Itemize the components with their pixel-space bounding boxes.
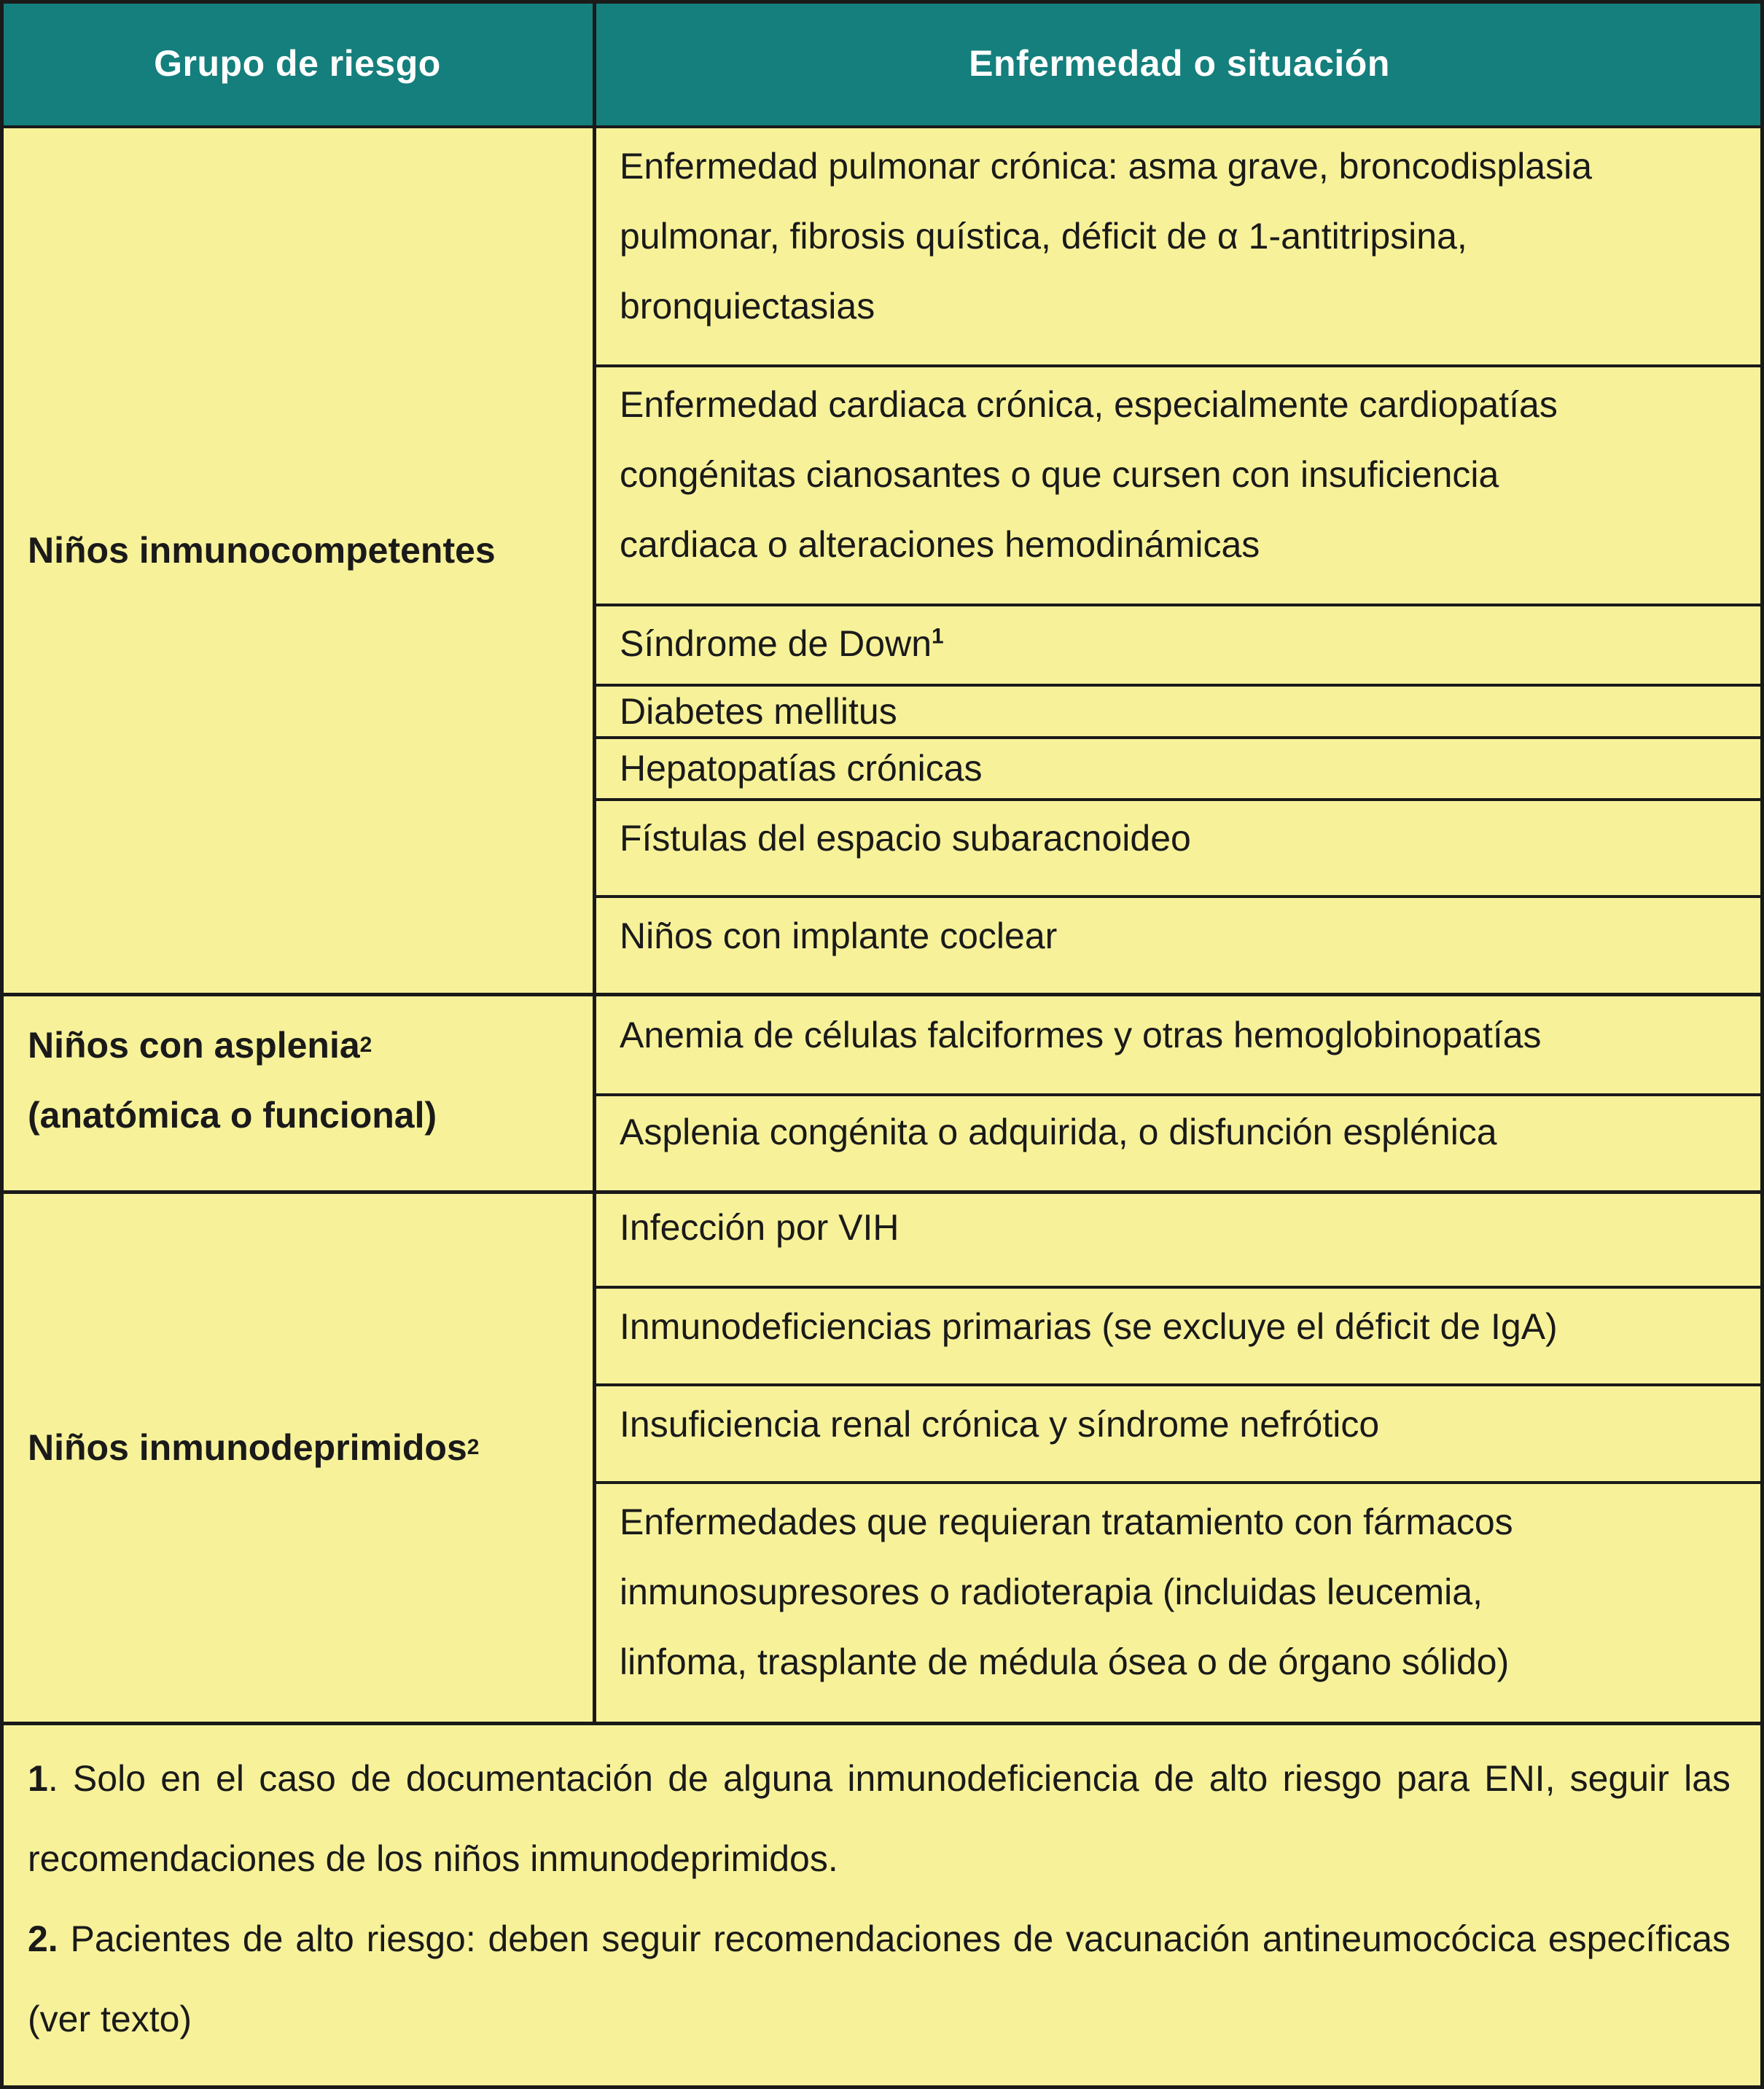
condition-hiv: Infección por VIH (620, 1207, 899, 1248)
condition-chronic-heart: Enfermedad cardiaca crónica, especialmente cardiopatías congénitas cianosantes o que cursen con insuficiencia cardiaca o alteraciones hemodinámicas (620, 384, 1558, 565)
condition-asplenia: Asplenia congénita o adquirida, o disfunción esplénica (620, 1112, 1497, 1152)
row-divider (595, 1286, 1764, 1289)
row-divider (595, 604, 1764, 606)
header-divider (0, 125, 1764, 128)
group-label-immunodepressed: Niños inmunodeprimidos 2 (28, 1427, 480, 1468)
footnote-1: 1. Solo en el caso de documentación de alguna inmunodeficiencia de alto riesgo para ENI, seguir las recomendaciones de los niños inmunodeprimidos. (28, 1758, 1730, 1879)
footnote-ref: 1 (932, 624, 944, 649)
row-divider (595, 1481, 1764, 1484)
row-divider (595, 1093, 1764, 1096)
row-divider (595, 895, 1764, 898)
condition-primary-immunodeficiency: Inmunodeficiencias primarias (se excluye el déficit de IgA) (620, 1306, 1558, 1347)
footnote-2: 2. Pacientes de alto riesgo: deben seguir recomendaciones de vacunación antineumocócica específicas (ver texto) (28, 1918, 1730, 2039)
group-label-immunocompetent: Niños inmunocompetentes (28, 530, 496, 571)
group-label-asplenia-sub: (anatómica o funcional) (28, 1095, 437, 1136)
row-divider (595, 1383, 1764, 1386)
header-disease-situation: Enfermedad o situación (969, 42, 1390, 84)
border-left (0, 0, 4, 2089)
border-top (0, 0, 1764, 4)
border-bottom (0, 2085, 1764, 2089)
condition-chronic-liver: Hepatopatías crónicas (620, 748, 983, 789)
group-label-asplenia: Niños con asplenia 2 (28, 1025, 372, 1066)
condition-diabetes: Diabetes mellitus (620, 691, 897, 732)
condition-sickle-cell: Anemia de células falciformes y otras hemoglobinopatías (620, 1015, 1542, 1055)
condition-renal-failure: Insuficiencia renal crónica y síndrome nefrótico (620, 1404, 1380, 1445)
condition-immunosuppressive-treatment: Enfermedades que requieran tratamiento con fármacos inmunosupresores o radioterapia (incluidas leucemia, linfoma, trasplante de médula ósea o de órgano sólido) (620, 1502, 1513, 1682)
condition-down-syndrome: Síndrome de Down$^1$ (620, 623, 944, 664)
condition-cochlear-implant: Niños con implante coclear (620, 915, 1058, 956)
footnote-divider (0, 1722, 1764, 1725)
border-right (1760, 0, 1764, 2089)
group-divider (0, 993, 1764, 996)
row-divider (595, 364, 1764, 367)
header-risk-group: Grupo de riesgo (154, 42, 441, 84)
condition-csf-fistula: Fístulas del espacio subaracnoideo (620, 818, 1191, 859)
condition-chronic-lung: Enfermedad pulmonar crónica: asma grave, broncodisplasia pulmonar, fibrosis quística, déficit de α 1-antitripsina, bronquiectasias (620, 146, 1593, 327)
